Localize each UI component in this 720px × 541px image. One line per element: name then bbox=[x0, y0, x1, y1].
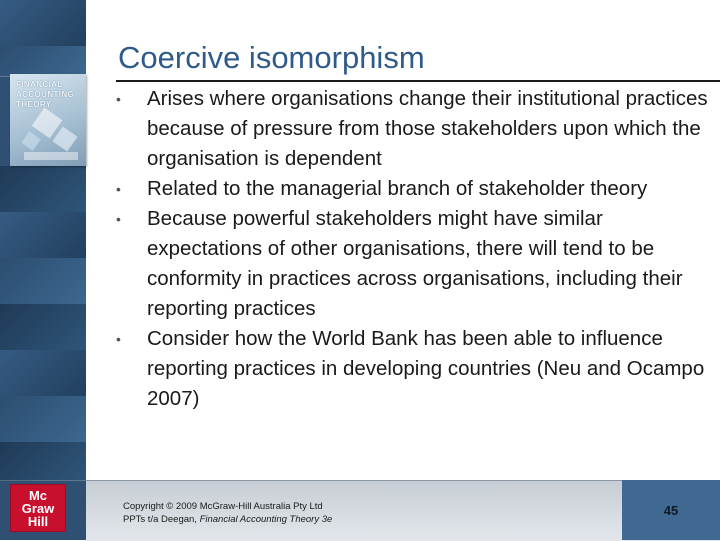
sidebar-tile bbox=[0, 396, 86, 443]
bullet-text: Related to the managerial branch of stakeholder theory bbox=[147, 177, 648, 200]
footer-copyright bbox=[123, 500, 332, 526]
sidebar-tile bbox=[0, 166, 86, 213]
bullet-marker: • bbox=[116, 91, 121, 107]
sidebar-tile bbox=[0, 304, 86, 351]
bullet-text: Because powerful stakeholders might have similar expectations of other organisations, there will tend to be conformity in practices across organisations, including their reporting practices bbox=[147, 207, 683, 320]
bullet-list bbox=[116, 84, 716, 414]
copyright-line: Copyright © 2009 McGraw-Hill Australia Pty Ltd bbox=[123, 501, 323, 512]
bullet-item bbox=[116, 174, 716, 204]
logo-line: Hill bbox=[27, 513, 49, 529]
sidebar-tile bbox=[0, 258, 86, 305]
bullet-marker: • bbox=[116, 181, 121, 197]
logo-line: Graw bbox=[21, 500, 55, 516]
sidebar-tile bbox=[0, 442, 86, 481]
bullet-marker: • bbox=[116, 331, 121, 347]
title-divider bbox=[116, 80, 720, 82]
bullet-item bbox=[116, 84, 716, 174]
book-cover-image bbox=[10, 74, 86, 166]
bullet-item bbox=[116, 204, 716, 324]
ice-cube-graphic bbox=[52, 126, 77, 151]
copyright-prefix: PPTs t/a Deegan, bbox=[123, 514, 200, 525]
book-cover-author-band bbox=[24, 152, 78, 160]
slide-title: Coercive isomorphism bbox=[118, 40, 425, 75]
bullet-text: Arises where organisations change their institutional practices because of pressure from those stakeholders upon which the organisation is dependent bbox=[147, 87, 708, 170]
ice-cube-graphic bbox=[21, 131, 40, 150]
bullet-marker: • bbox=[116, 211, 121, 227]
logo-line: Mc bbox=[28, 487, 48, 503]
book-title-italic: Financial Accounting Theory 3e bbox=[199, 514, 333, 525]
sidebar-tile bbox=[0, 350, 86, 397]
bullet-text: Consider how the World Bank has been able to influence reporting practices in developing countries (Neu and Ocampo 2007) bbox=[147, 327, 705, 410]
sidebar-tile bbox=[0, 212, 86, 259]
page-number-box bbox=[622, 480, 720, 540]
bullet-item bbox=[116, 324, 716, 414]
copyright-line bbox=[123, 513, 332, 526]
sidebar-tile bbox=[0, 0, 86, 47]
page-number: 45 bbox=[663, 502, 679, 518]
sidebar-tile bbox=[0, 46, 86, 77]
book-cover-title: FINANCIAL ACCOUNTING THEORY bbox=[16, 80, 75, 109]
mcgraw-hill-logo bbox=[10, 484, 66, 532]
